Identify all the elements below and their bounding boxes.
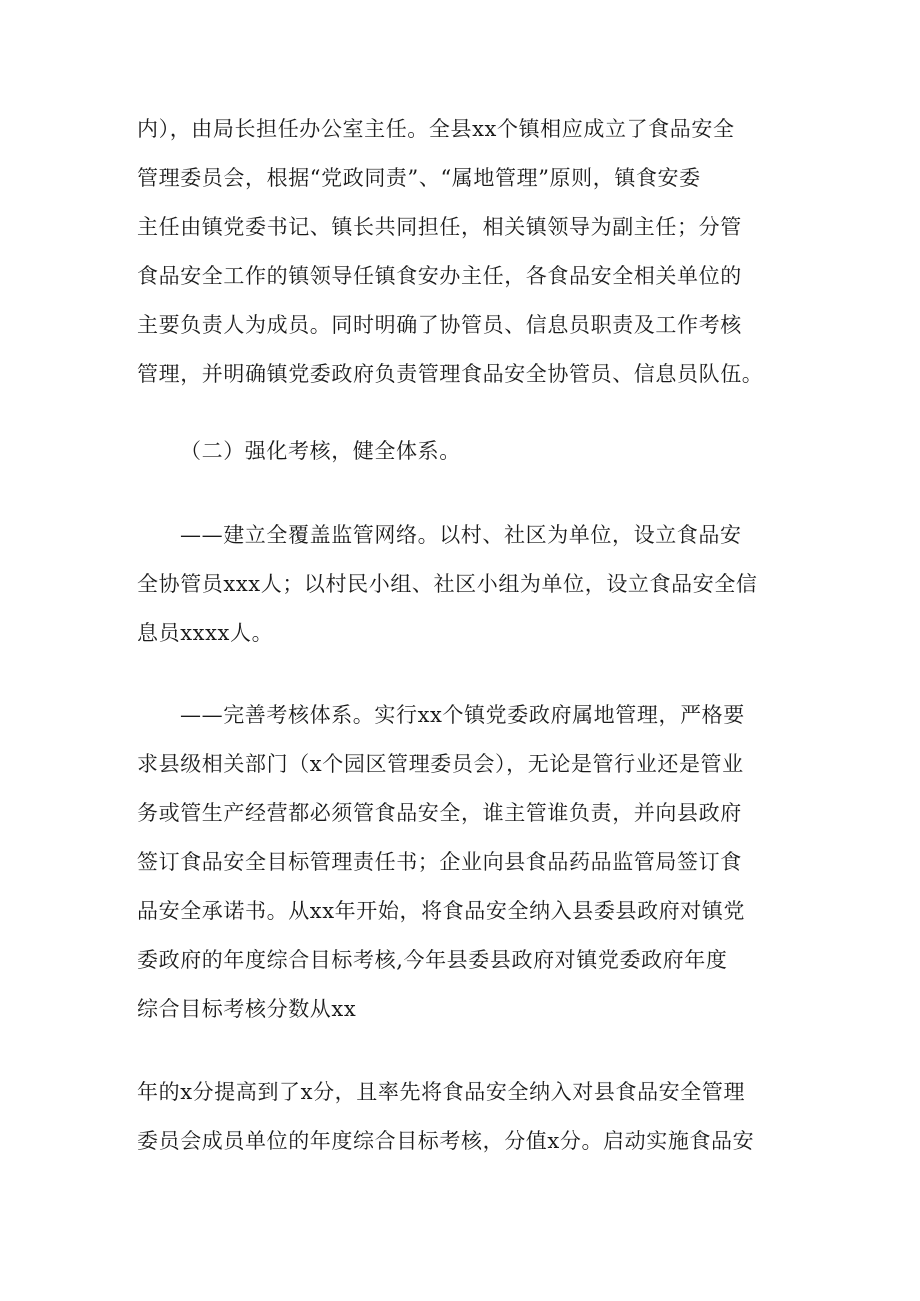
paragraph-3-line-7: 综合目标考核分数从xx bbox=[137, 997, 357, 1021]
paragraph-4-line-1: 年的x分提高到了x分，且率先将食品安全纳入对县食品安全管理 bbox=[137, 1080, 746, 1104]
paragraph-1-line-2: 管理委员会，根据“党政同责”、“属地管理”原则，镇食安委 bbox=[137, 166, 701, 190]
paragraph-2-line-2: 全协管员xxx人；以村民小组、社区小组为单位，设立食品安全信 bbox=[137, 572, 758, 596]
paragraph-4-line-2: 委员会成员单位的年度综合目标考核，分值x分。启动实施食品安 bbox=[137, 1129, 755, 1153]
paragraph-1-line-1: 内），由局长担任办公室主任。全县xx个镇相应成立了食品安全 bbox=[137, 117, 735, 141]
paragraph-1-line-5: 主要负责人为成员。同时明确了协管员、信息员职责及工作考核 bbox=[137, 313, 742, 337]
paragraph-2-line-1: ——建立全覆盖监管网络。以村、社区为单位，设立食品安 bbox=[180, 523, 742, 547]
section-heading: （二）强化考核，健全体系。 bbox=[180, 439, 461, 463]
paragraph-3-line-5: 品安全承诺书。从xx年开始，将食品安全纳入县委县政府对镇党 bbox=[137, 899, 746, 923]
paragraph-3-line-2: 求县级相关部门（x个园区管理委员会），无论是管行业还是管业 bbox=[137, 752, 744, 776]
paragraph-3-line-6: 委政府的年度综合目标考核,今年县委县政府对镇党委政府年度 bbox=[137, 948, 728, 972]
paragraph-3-line-1: ——完善考核体系。实行xx个镇党委政府属地管理，严格要 bbox=[180, 703, 745, 727]
paragraph-2-line-3: 息员xxxx人。 bbox=[137, 621, 274, 645]
paragraph-3-line-4: 签订食品安全目标管理责任书；企业向县食品药品监管局签订食 bbox=[137, 850, 742, 874]
paragraph-1-line-4: 食品安全工作的镇领导任镇食安办主任，各食品安全相关单位的 bbox=[137, 264, 742, 288]
paragraph-3-line-3: 务或管生产经营都必须管食品安全，谁主管谁负责，并向县政府 bbox=[137, 801, 742, 825]
paragraph-1-line-3: 主任由镇党委书记、镇长共同担任，相关镇领导为副主任；分管 bbox=[137, 215, 742, 239]
paragraph-1-line-6: 管理，并明确镇党委政府负责管理食品安全协管员、信息员队伍。 bbox=[137, 362, 764, 386]
